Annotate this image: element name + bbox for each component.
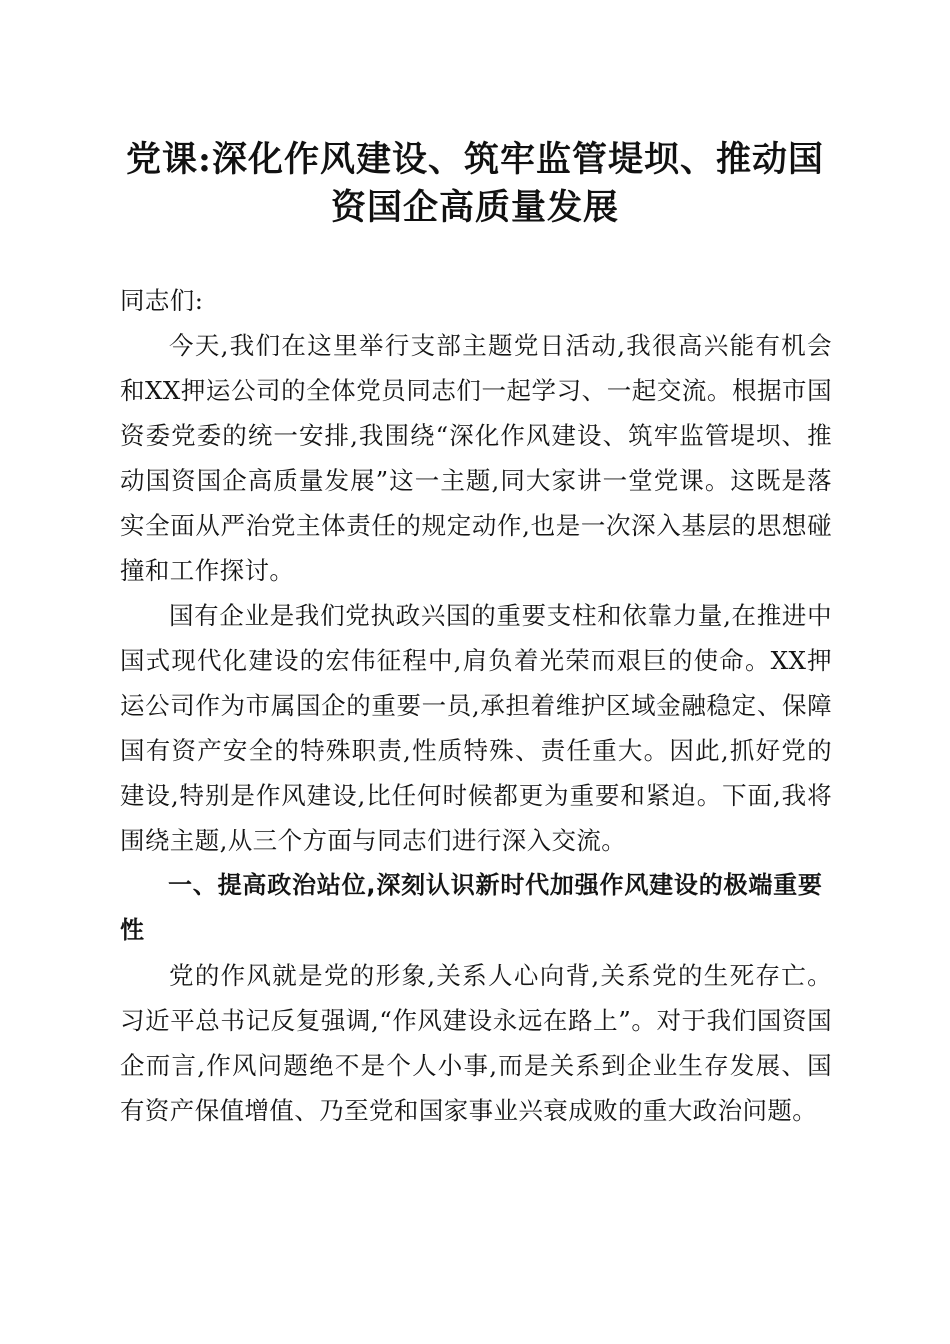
- document-body: [120, 278, 832, 1133]
- section-1-paragraph: 党的作风就是党的形象,关系人心向背,关系党的生死存亡。习近平总书记反复强调,“作风建设永远在路上”。对于我们国资国企而言,作风问题绝不是个人小事,而是关系到企业生存发展、国有资产保值增值、乃至党和国家事业兴衰成败的重大政治问题。: [120, 961, 832, 1125]
- title-line-1: 党课:深化作风建设、筑牢监管堤坝、推动国: [126, 139, 824, 180]
- paragraph-background: 国有企业是我们党执政兴国的重要支柱和依靠力量,在推进中国式现代化建设的宏伟征程中,肩负着光荣而艰巨的使命。XX押运公司作为市属国企的重要一员,承担着维护区域金融稳定、保障国有资产安全的特殊职责,性质特殊、责任重大。因此,抓好党的建设,特别是作风建设,比任何时候都更为重要和紧迫。下面,我将围绕主题,从三个方面与同志们进行深入交流。: [120, 601, 832, 855]
- paragraph-intro: 今天,我们在这里举行支部主题党日活动,我很高兴能有机会和XX押运公司的全体党员同志们一起学习、一起交流。根据市国资委党委的统一安排,我围绕“深化作风建设、筑牢监管堤坝、推动国资国企高质量发展”这一主题,同大家讲一堂党课。这既是落实全面从严治党主体责任的规定动作,也是一次深入基层的思想碰撞和工作探讨。: [120, 331, 832, 585]
- greeting: 同志们:: [120, 286, 204, 315]
- title-line-2: 资国企高质量发展: [330, 187, 619, 228]
- document-title: [100, 136, 850, 232]
- section-heading-1: 一、提高政治站位,深刻认识新时代加强作风建设的极端重要性: [120, 871, 823, 944]
